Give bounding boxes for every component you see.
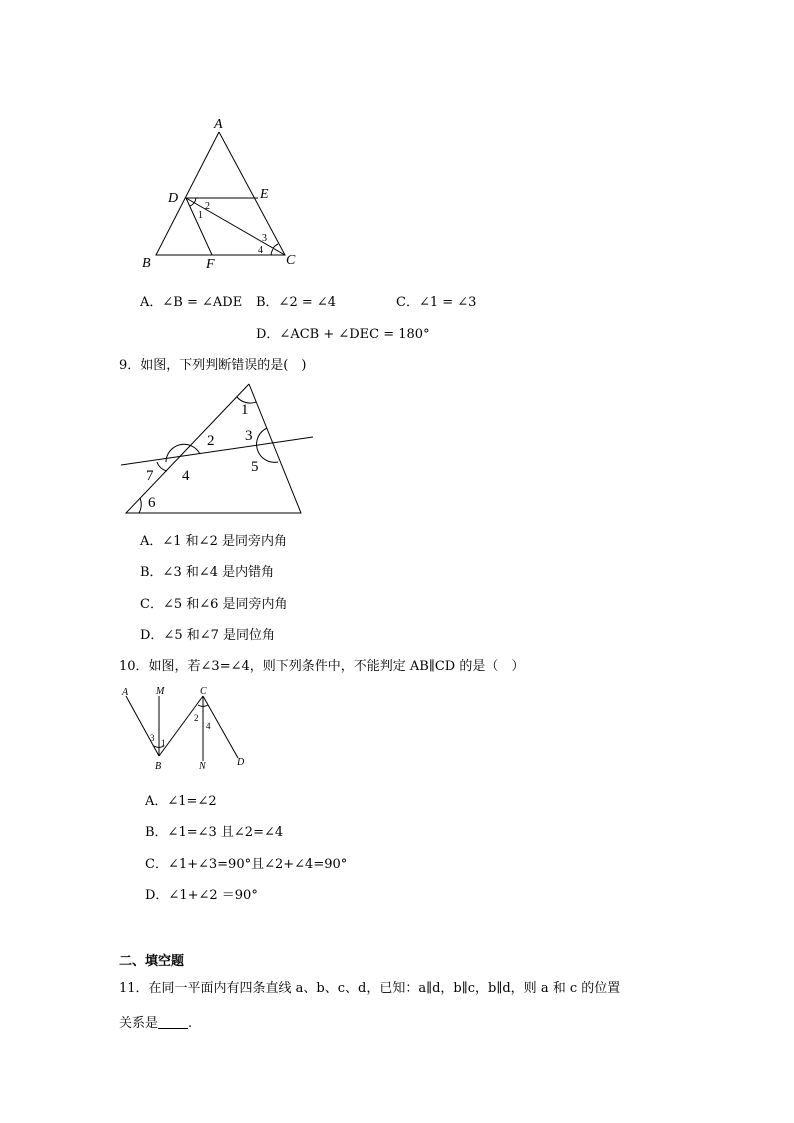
q10-stem: 10．如图，若∠3=∠4，则下列条件中，不能判定 AB∥CD 的是（ ）: [119, 659, 525, 674]
q10-line-bc: [159, 696, 203, 756]
q9-option-c[interactable]: C．∠5 和∠6 是同旁内角: [140, 597, 288, 612]
q8-angle-arc-2: [194, 198, 196, 203]
q10-angle-label-3: 3: [150, 733, 155, 743]
q9-angle-label-6: 6: [148, 495, 156, 511]
section-title-fill-in: 二、填空题: [119, 954, 185, 969]
q10-angle-label-2: 2: [194, 713, 199, 723]
q10-option-d[interactable]: D．∠1+∠2 ＝90°: [145, 888, 258, 903]
q9-option-b[interactable]: B．∠3 和∠4 是内错角: [140, 565, 275, 580]
q8-angle-label-1: 1: [198, 210, 203, 221]
q8-option-b[interactable]: B．∠2 = ∠4: [256, 295, 337, 310]
q10-option-b[interactable]: B．∠1=∠3 且∠2=∠4: [145, 825, 284, 840]
q9-angle-label-1: 1: [241, 402, 249, 418]
q11-stem-line2: [119, 1012, 192, 1031]
q11-stem-line1: 11．在同一平面内有四条直线 a、b、c、d，已知：a∥d，b∥c，b∥d，则 a 和 c 的位置: [119, 981, 621, 996]
q9-angle-arc-7: [157, 462, 167, 471]
q9-angle-label-3: 3: [245, 428, 253, 444]
q10-label-m: M: [156, 686, 165, 697]
q8-angle-arc-1: [190, 203, 194, 206]
q9-figure: [115, 380, 320, 520]
q8-label-f: F: [206, 257, 215, 272]
q9-transversal: [121, 437, 313, 465]
q10-label-c: C: [200, 686, 207, 697]
q8-label-b: B: [142, 256, 151, 271]
q10-angle-label-1: 1: [161, 738, 166, 748]
q8-label-d: D: [168, 191, 179, 206]
q8-option-c[interactable]: C．∠1 = ∠3: [396, 295, 477, 310]
q9-stem: 9．如图，下列判断错误的是( ): [119, 358, 307, 373]
q9-option-d[interactable]: D．∠5 和∠7 是同位角: [140, 628, 276, 643]
q8-option-d[interactable]: D．∠ACB + ∠DEC = 180°: [256, 327, 430, 342]
q8-label-a: A: [214, 117, 223, 132]
q11-answer-blank[interactable]: [158, 1016, 188, 1029]
q10-angle-label-4: 4: [206, 721, 211, 731]
q11-period: .: [188, 1016, 193, 1031]
q8-option-a[interactable]: A．∠B = ∠ADE: [140, 295, 243, 310]
q8-angle-arc-4: [271, 249, 273, 255]
q10-option-a[interactable]: A．∠1=∠2: [145, 794, 217, 809]
q8-label-c: C: [286, 253, 296, 268]
q10-line-ab: [126, 696, 159, 756]
q9-angle-label-2: 2: [207, 433, 215, 449]
q8-angle-label-4: 4: [258, 245, 263, 256]
q8-angle-label-3: 3: [262, 233, 267, 244]
q10-label-b: B: [155, 761, 162, 772]
q10-option-c[interactable]: C．∠1+∠3=90°且∠2+∠4=90°: [145, 857, 348, 872]
q8-label-e: E: [260, 187, 269, 202]
q10-label-n: N: [199, 761, 206, 772]
q9-angle-label-4: 4: [182, 468, 190, 484]
q10-label-a: A: [122, 687, 129, 698]
q9-angle-label-5: 5: [251, 459, 259, 475]
q11-stem-line2-text: 关系是: [119, 1016, 159, 1031]
q10-figure: [115, 683, 255, 773]
q10-label-d: D: [237, 757, 245, 768]
q8-figure: [130, 110, 320, 275]
q9-option-a[interactable]: A．∠1 和∠2 是同旁内角: [140, 534, 287, 549]
q8-angle-arc-3: [273, 244, 278, 248]
q9-angle-label-7: 7: [146, 468, 154, 484]
q9-angle-arc-6: [139, 498, 141, 513]
q8-angle-label-2: 2: [205, 201, 210, 212]
